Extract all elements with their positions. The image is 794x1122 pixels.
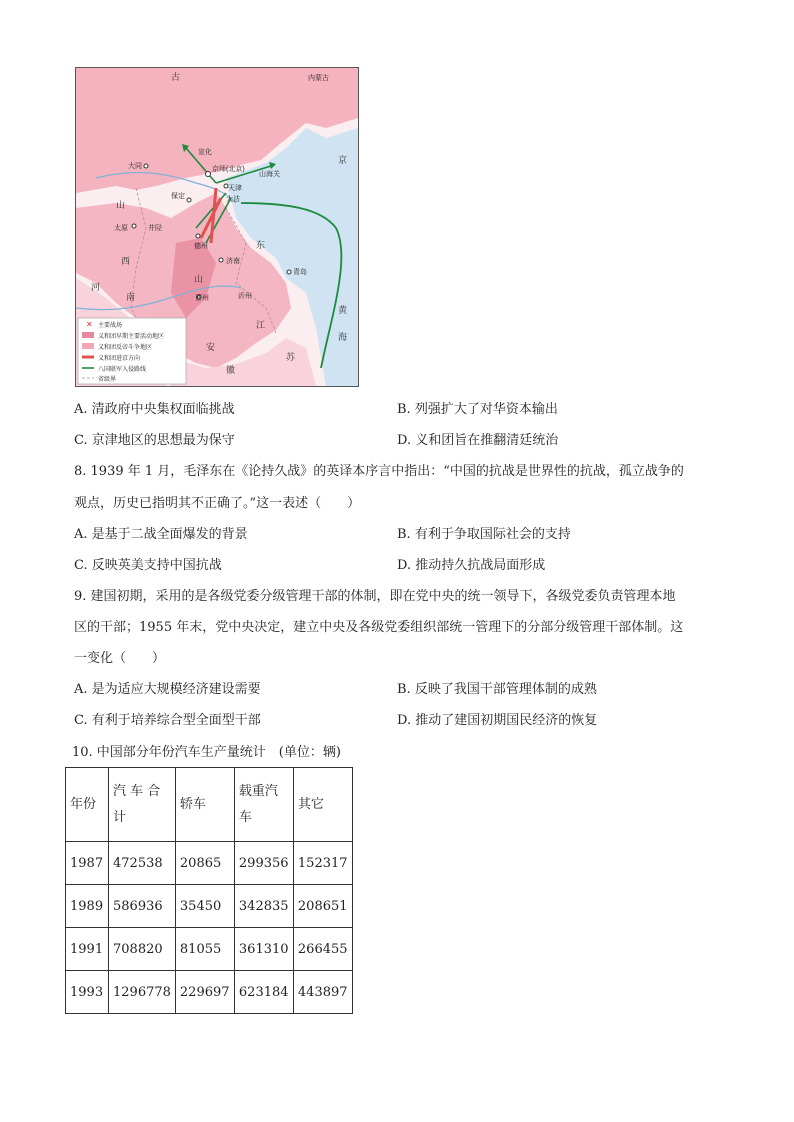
q7-option-d[interactable]: D. 义和团旨在推翻清廷统治 [397, 433, 559, 448]
cell-year: 1991 [66, 928, 109, 971]
header-year: 年份 [66, 768, 109, 842]
legend-battle-icon: ✕ [86, 320, 93, 329]
cell-year: 1989 [66, 885, 109, 928]
legend-swatch-2 [82, 332, 94, 338]
cell-other: 266455 [293, 928, 352, 971]
q8-option-a[interactable]: A. 是基于二战全面爆发的背景 [74, 527, 248, 542]
cell-sedan: 20865 [175, 842, 234, 885]
label-yizhou: 沂州 [238, 293, 252, 300]
city-beijing-dot [206, 172, 211, 177]
table-row [66, 928, 353, 971]
label-shanhaiguan: 山海关 [259, 171, 280, 178]
label-nan: 南 [126, 292, 136, 302]
cell-other: 152317 [293, 842, 352, 885]
label-he: 河 [91, 282, 101, 292]
city-taiyuan-dot [132, 224, 136, 228]
label-an: 安 [206, 342, 216, 352]
cell-total: 472538 [109, 842, 176, 885]
city-baoding-dot [187, 198, 191, 202]
cell-year: 1987 [66, 842, 109, 885]
label-shan-2: 山 [194, 274, 204, 284]
q9-option-d[interactable]: D. 推动了建国初期国民经济的恢复 [397, 713, 598, 728]
q8-option-b[interactable]: B. 有利于争取国际社会的支持 [397, 527, 571, 542]
city-qingdao-dot [287, 270, 291, 274]
q9-stem-line3: 一变化（ ） [74, 651, 166, 666]
q8-option-d[interactable]: D. 推动持久抗战局面形成 [397, 558, 546, 573]
q9-option-c[interactable]: C. 有利于培养综合型全面型干部 [74, 713, 261, 728]
city-jinan-dot [219, 258, 223, 262]
cell-total: 708820 [109, 928, 176, 971]
cell-sedan: 35450 [175, 885, 234, 928]
label-shan-1: 山 [116, 200, 126, 210]
label-hai: 海 [338, 332, 348, 342]
table-row [66, 842, 353, 885]
header-other: 其它 [293, 768, 352, 842]
car-production-table [65, 767, 353, 1014]
cell-total: 586936 [109, 885, 176, 928]
cell-truck: 342835 [234, 885, 293, 928]
q8-stem-line1: 8. 1939 年 1 月，毛泽东在《论持久战》的英译本序言中指出：“中国的抗战是世界性的抗战，孤立战争的 [74, 464, 684, 479]
q9-option-a[interactable]: A. 是为适应大规模经济建设需要 [74, 682, 261, 697]
legend-item-2: 义和团早期主要活动地区 [98, 334, 165, 340]
legend-swatch-3 [82, 343, 94, 349]
header-total: 汽 车 合 计 [109, 768, 176, 842]
label-hui: 徽 [226, 365, 236, 375]
label-dong: 东 [256, 240, 266, 250]
q8-stem-line2: 观点，历史已指明其不正确了。”这一表述（ ） [74, 496, 361, 511]
legend-box [78, 318, 186, 384]
label-jinan: 济南 [226, 258, 240, 265]
q9-stem-line2: 区的干部；1955 年末，党中央决定，建立中央及各级党委组织部统一管理下的分部分级管理干部体制。这 [74, 620, 684, 635]
boxer-rebellion-map [75, 67, 359, 387]
legend-item-4: 义和团进京方向 [98, 356, 141, 362]
city-dezhou-dot [196, 234, 200, 238]
label-dagu: 大沽 [226, 196, 240, 203]
legend-item-6: 省级界 [98, 377, 117, 383]
label-jingshi: 京师(北京) [212, 166, 245, 173]
q8-option-c[interactable]: C. 反映英美支持中国抗战 [74, 558, 222, 573]
q7-option-a[interactable]: A. 清政府中央集权面临挑战 [74, 402, 235, 417]
label-bingjing: 井陉 [148, 225, 162, 232]
legend-item-3: 义和团反帝斗争地区 [98, 345, 153, 351]
label-datong: 大同 [128, 163, 142, 170]
label-baoding: 保定 [171, 193, 185, 200]
cell-truck: 623184 [234, 971, 293, 1014]
label-gu: 古 [171, 72, 181, 82]
label-dezhou: 德州 [194, 243, 208, 250]
label-caozhou: 曹州 [195, 295, 209, 302]
label-jiang: 江 [256, 320, 266, 330]
table-row [66, 885, 353, 928]
cell-total: 1296778 [109, 971, 176, 1014]
cell-other: 208651 [293, 885, 352, 928]
q9-option-b[interactable]: B. 反映了我国干部管理体制的成熟 [397, 682, 597, 697]
q7-option-c[interactable]: C. 京津地区的思想最为保守 [74, 433, 235, 448]
legend-item-1: 主要战场 [98, 323, 123, 329]
label-xi: 西 [121, 256, 131, 266]
q7-option-b[interactable]: B. 列强扩大了对华资本输出 [397, 402, 558, 417]
header-sedan: 轿车 [175, 768, 234, 842]
table-header-row [66, 768, 353, 842]
label-jing: 京 [338, 155, 348, 165]
label-tianjin: 天津 [228, 185, 242, 192]
legend-item-5: 八国联军入侵路线 [98, 367, 147, 373]
label-neimenggu: 内蒙古 [308, 75, 329, 82]
label-taiyuan: 太原 [114, 225, 128, 232]
cell-truck: 361310 [234, 928, 293, 971]
city-datong-dot [144, 164, 148, 168]
cell-other: 443897 [293, 971, 352, 1014]
cell-sedan: 81055 [175, 928, 234, 971]
cell-year: 1993 [66, 971, 109, 1014]
cell-truck: 299356 [234, 842, 293, 885]
label-qingdao: 青岛 [293, 269, 307, 276]
map-graphic [76, 68, 358, 386]
q9-stem-line1: 9. 建国初期，采用的是各级党委分级管理干部的体制，即在党中央的统一领导下，各级党委负责管理本地 [74, 589, 676, 604]
header-truck: 载重汽车 [234, 768, 293, 842]
cell-sedan: 229697 [175, 971, 234, 1014]
q10-caption: 10. 中国部分年份汽车生产量统计 (单位：辆) [72, 745, 341, 760]
label-su: 苏 [286, 352, 296, 362]
table-row [66, 971, 353, 1014]
label-xuanhua: 宣化 [198, 149, 212, 156]
label-huang: 黄 [338, 305, 348, 315]
